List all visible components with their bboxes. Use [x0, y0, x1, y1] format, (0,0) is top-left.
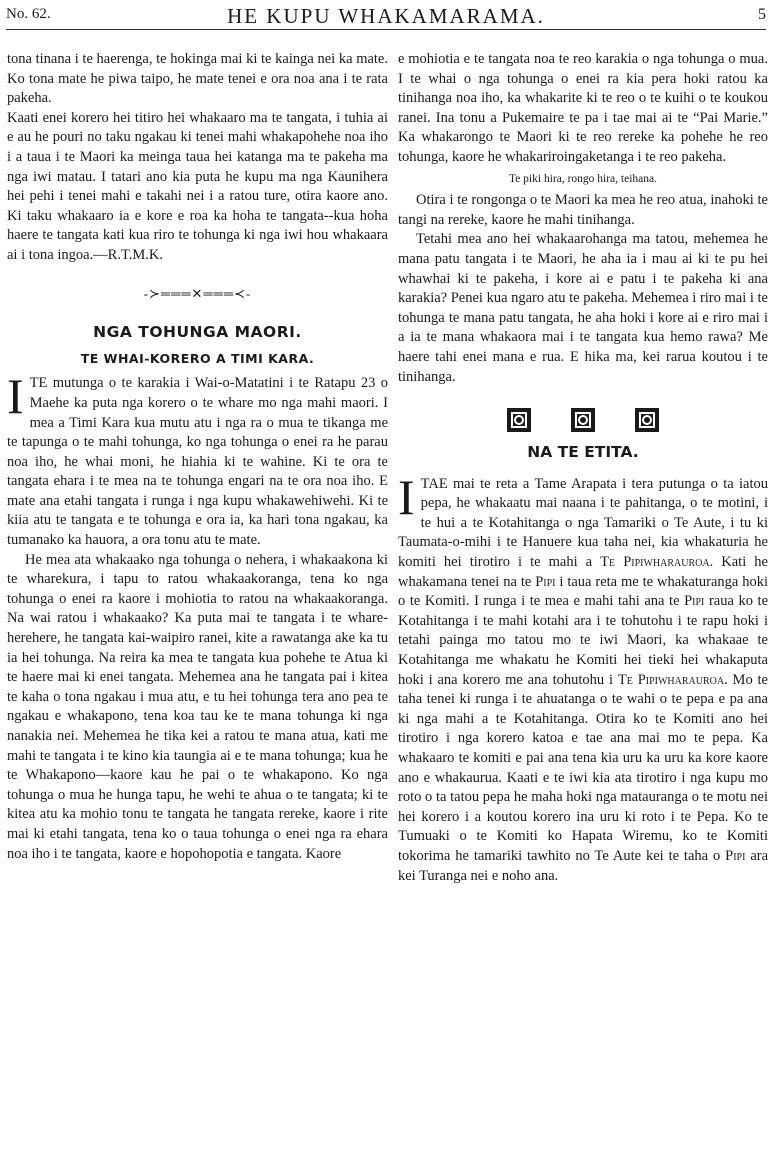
newspaper-name: Pipi: [725, 847, 746, 864]
paragraph-text: TAE mai te reta a Tame Arapata i tera putunga o ta iatou pepa, he whakaatu mai naana i te pahitanga, o te motini, i te hui a te Kotahitanga o nga Tamariki o Te Aute, i tu ki Taumata-o-mihi i te Hanuere kua taha nei, kia whakaturia he komiti hei tirotiro i te mahi a: [398, 475, 768, 571]
newspaper-name: Te Pipiwharauroa: [617, 671, 725, 688]
signature: —R.T.M.K.: [93, 246, 163, 263]
paragraph-text: Kaati enei korero hei titiro hei whakaaro ma te tangata, i tuhia ai e au he pouri no taku ngakau ki tenei mahi whakapohehe noa iho i a taua i te Maori ka meinga taua hei katanga ma te pakeha ma nga iwi matau. I tatari ano kia puta he kupu ma nga Kaunihera hei pehi i tenei mahi e takahi nei i a ratou ture, otira kaore ano. Ki taku whakaaro ia e kore e roa ka hoha te tangata--kua hoha haere te tangata kati kua riro te tohunga ki nga iwi hou whakaara ai i tona ingoa.: [7, 109, 388, 263]
ornament-divider: -≻═══✕═══≺-: [143, 285, 252, 301]
paragraph: [398, 468, 769, 886]
knot-ornament-icon: [634, 407, 660, 433]
article-subheading: TE WHAI-KORERO A TIMI KARA.: [80, 350, 315, 366]
paragraph-text: i taua reta me te whakaturanga hoki o te Komiti. I runga i te mea e mahi tahi ana te: [398, 573, 769, 610]
article-heading: NGA TOHUNGA MAORI.: [93, 323, 302, 342]
newspaper-name: Te Pipiwharauroa: [600, 554, 710, 571]
newspaper-name: Pipi: [684, 593, 705, 610]
paragraph-text: . Mo te taha tenei ki runga i te ahuatanga o te wahi o te pepa e pa ana ki nga mahi a te Kotahitanga. Otira ko te Komiti ano hei tirotiro i nga korero katoa e tae ana mai mo te pepa. Ka whakaaro te komiti e pai ana tena kia uru ka uru ka kore kaore ano e whakaurua. Kaati e te iwi kia ata tirotiro i nga kupu mo roto o ta tatou pepa he maha hoki nga matauranga o te motu nei hei korero i a koutou korero ina uru ki roto i te Pepa. Ko te Tumuaki o te Komiti ko Hapata Wiremu, ko te Komiti tokorima he tamariki tawhito no Te Aute kei te taha o: [398, 671, 768, 864]
ornament-knots: [398, 407, 768, 433]
paragraph-text: ara kei Turanga nei e noho ana.: [398, 847, 769, 884]
right-column: [398, 50, 768, 886]
paragraph: He mea ata whakaako nga tohunga o nehera, i whakaakona ki te wharekura, i tapu to ratou whakaakoranga, tena ko nga tohunga o enei ra kaore i mohiotia to ratou na whakaakoranga. Na wai ratou i whakaako? Ka puta mai te tangata i te whare-herehere, he tangata kai-waipiro ranei, kite a rawatanga ake ka tu ia hei tohunga. Na reira ka mea te tangata kua pohehe te Atua ki te haere mai ki enei tangata. Mehemea ana he tangata pai i kitea te kaha o tona ngakau i mua atu, e tu hei tohunga tera ano pea te ngakau e whakapono, tena koa tau ke te mana tohunga ki nga nanakia nei. Mehemea he tika kei a ratou te mana atua, kati me mahi te tangata i te kino kia taungia ai e te mana tohunga; kua he te Whakapono—kaore kau he pai o te whakapono. Ko nga tohunga o mua he hunga tapu, he wehi te ahua o te tangata; ki te kitea atu ka mohio tonu te tangata he tangata rereke, kaore i rite mai ki etahi tangata, tena ko o taua tohunga o enei nga ra ehara noa iho i te tangata, kaore e hopohopotia e tangata. Kaore: [7, 551, 388, 862]
quoted-line: Te piki hira, rongo hira, teihana.: [508, 172, 657, 185]
newspaper-name: Pipi: [535, 573, 556, 590]
issue-number: No. 62.: [6, 6, 51, 22]
paragraph: e mohiotia e te tangata noa te reo karakia o nga tohunga o mua. I te whai o nga tohunga o enei ra kia pera hoki ratou ka tinihanga noa iho, ka whakarite ki te reo o te kuihi o te koukou ranei. Ina tonu a Pukemaire te pa i tae mai ai te “Pai Marie.” Ka whakarongo te Maori ki te reo rereke ka pohehe he reo tohunga, kaore he whakariroingaketanga i te reo pakeha.: [398, 51, 768, 165]
page-title: HE KUPU WHAKAMARAMA.: [227, 4, 545, 28]
drop-cap: I: [7, 368, 24, 425]
knot-ornament-icon: [570, 407, 596, 433]
page-header: [6, 4, 766, 30]
paragraph: Tetahi mea ano hei whakaarohanga ma tatou, mehemea he mana patu tangata i te Maori, he aha ia i mau ai ki te pu hei whawhai ki te pakeha, i kore ai e patu i te pakeha ki ana karakia? Penei kua ngaro atu te pakeha. Mehemea i riro mai i te tohunga te mana patu tangata, he aha hoki i kore ai e riro mai i a ia te mana whakaora mai i te tangata kua hemo rawa? Me haere tahi enei mana e rua. E hika ma, kei rarua koutou i te tinihanga.: [398, 231, 768, 385]
paragraph-text: . Kati he whakamana tenei na te: [398, 554, 768, 590]
article-heading: NA TE ETITA.: [527, 443, 639, 462]
header-rule: [6, 29, 766, 30]
paragraph: tona tinana i te haerenga, te hokinga mai ki te kainga nei ka mate. Ko tona mate he piwa taipo, he mate tenei e ora noa ana i te rata pakeha.: [7, 51, 388, 107]
paragraph-text: TE mutunga o te karakia i Wai-o-Matatini i te Ratapu 23 o Maehe ka puta nga korero o te whare mo nga mahi maori. I mea a Timi Kara kua mutu atu i nga ra o mua te tikanga me te tapunga o te mahi tohunga, ko nga tohunga o enei ra he parau noa iho, he whai moni, he hiahia ki te wahine. Ki te ora te tangata ehara i te mea na te tohunga engari na te ora noa iho. E mate ana etahi tangata i runga i nga kupu whakawehiwehi. Ki te kiia atu te tangata e te tohunga e ora ia, ka hari tona ngakau, ka tumanako ka hauora, a ora tonu atu te mate.: [7, 375, 388, 549]
left-column: [7, 50, 388, 864]
paragraph-text: raua ko te Kotahitanga i te mahi kotahi ara i te tohutohu i te rapu hoki i tetahi painga mo tatou mo te iwi Maori, ka whakaae te Kotahitanga me whakatu he Komiti hei tieki hei whakaputa hoki i ana korero me ana tohutohu i: [398, 593, 769, 688]
paragraph: Otira i te rongonga o te Maori ka mea he reo atua, inahoki te tangi na rereke, kaore he mahi tinihanga.: [398, 192, 768, 228]
paragraph: [7, 368, 388, 550]
drop-cap: I: [398, 468, 415, 525]
paragraph: [7, 109, 388, 266]
knot-ornament-icon: [506, 407, 532, 433]
page-number: 5: [758, 6, 766, 23]
